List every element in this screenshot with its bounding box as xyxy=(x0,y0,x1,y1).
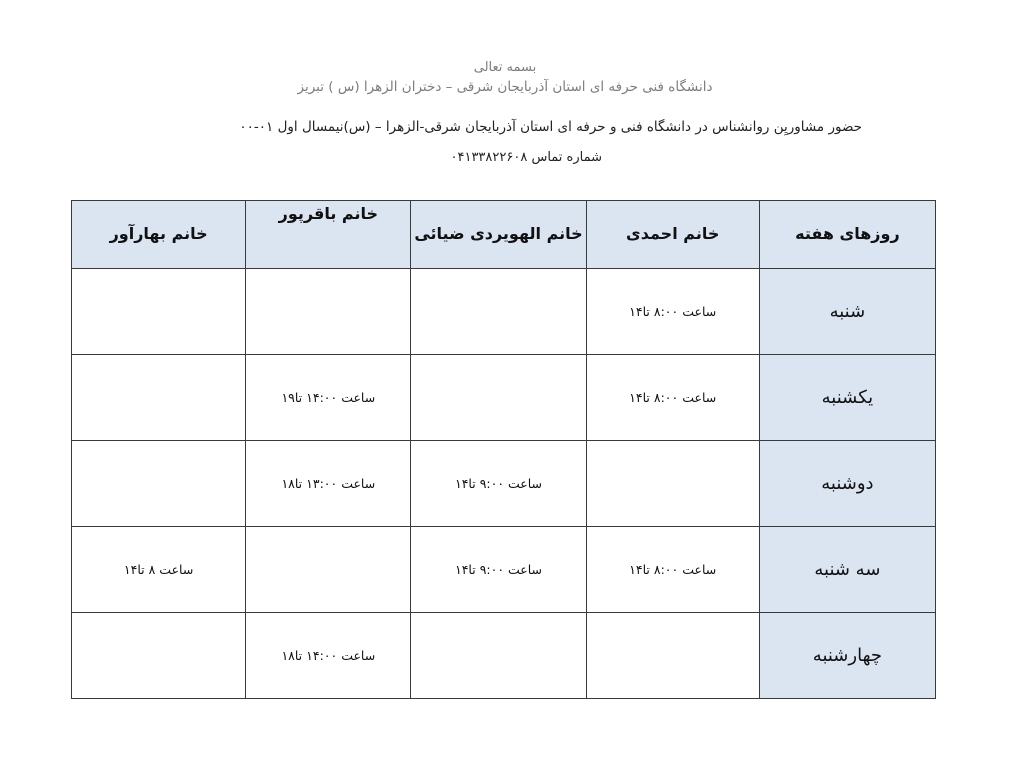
column-header-counselor: خانم الهویردی ضیائی xyxy=(411,201,586,269)
table-row xyxy=(72,355,936,441)
time-cell xyxy=(246,269,411,355)
table-row xyxy=(72,441,936,527)
time-cell xyxy=(72,613,246,699)
table-header-row xyxy=(72,201,936,269)
time-cell: ساعت ۸:۰۰ تا۱۴ xyxy=(586,355,759,441)
counselor-schedule-table xyxy=(71,200,936,699)
time-cell xyxy=(586,613,759,699)
university-title: دانشگاه فنی حرفه ای استان آذربایجان شرقی – دختران الزهرا (س ) تبریز xyxy=(297,79,713,95)
day-cell: یکشنبه xyxy=(759,355,935,441)
time-cell xyxy=(72,355,246,441)
column-header-counselor: خانم باقرپور xyxy=(246,201,411,269)
time-cell: ساعت ۱۳:۰۰ تا۱۸ xyxy=(246,441,411,527)
time-cell: ساعت ۸:۰۰ تا۱۴ xyxy=(586,269,759,355)
time-cell: ساعت ۸ تا۱۴ xyxy=(72,527,246,613)
table-row xyxy=(72,527,936,613)
time-cell xyxy=(411,269,586,355)
time-cell: ساعت ۹:۰۰ تا۱۴ xyxy=(411,527,586,613)
time-cell xyxy=(72,269,246,355)
schedule-notice: حضور مشاوریِن روانشناس در دانشگاه فنی و حرفه ای استان آذربایجان شرقی-الزهرا – (س)نیمسال اول ۰۱-۰۰ xyxy=(239,119,862,135)
time-cell: ساعت ۸:۰۰ تا۱۴ xyxy=(586,527,759,613)
day-cell: چهارشنبه xyxy=(759,613,935,699)
column-header-weekdays: روزهای هفته xyxy=(759,201,935,269)
time-cell: ساعت ۱۴:۰۰ تا۱۹ xyxy=(246,355,411,441)
day-cell: شنبه xyxy=(759,269,935,355)
day-cell: سه شنبه xyxy=(759,527,935,613)
time-cell: ساعت ۹:۰۰ تا۱۴ xyxy=(411,441,586,527)
bismillah-heading: بسمه تعالی xyxy=(473,60,537,75)
table-row xyxy=(72,613,936,699)
time-cell xyxy=(411,355,586,441)
day-cell: دوشنبه xyxy=(759,441,935,527)
time-cell xyxy=(586,441,759,527)
column-header-counselor: خانم بهارآور xyxy=(72,201,246,269)
time-cell xyxy=(246,527,411,613)
time-cell xyxy=(72,441,246,527)
time-cell xyxy=(411,613,586,699)
contact-phone: شماره تماس ۰۴۱۳۳۸۲۲۶۰۸ xyxy=(450,150,602,165)
time-cell: ساعت ۱۴:۰۰ تا۱۸ xyxy=(246,613,411,699)
column-header-counselor: خانم احمدی xyxy=(586,201,759,269)
table-row xyxy=(72,269,936,355)
